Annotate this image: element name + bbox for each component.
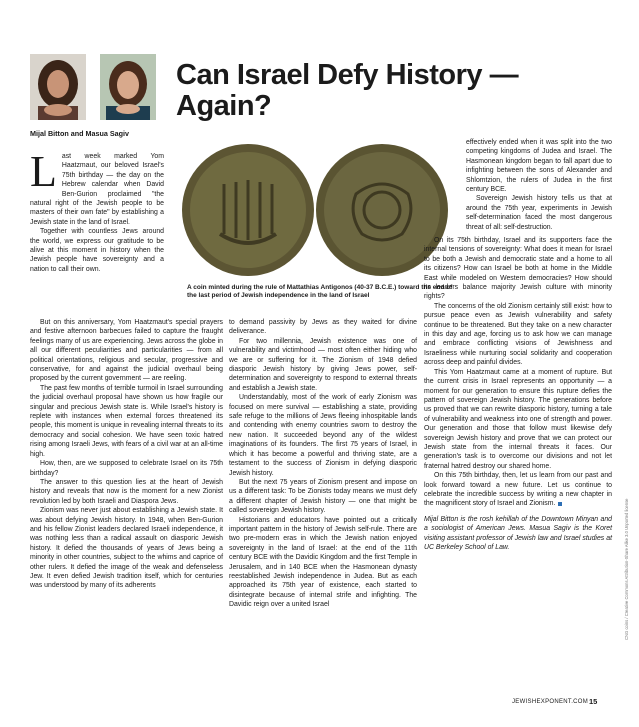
article-paragraph: The answer to this question lies at the heart of Jewish history and reveals that now is the moment for a new Zionist revolution led by both Israeli and Diaspora Jews.	[30, 478, 223, 505]
article-paragraph: to demand passivity by Jews as they waited for divine deliverance.	[229, 319, 417, 336]
article-paragraph: Last week marked Yom Haatzmaut, our beloved Israel's 75th birthday — the day on the Hebrew calendar when David Ben-Gurion proclaimed "the natural right of the Jewish people to be masters of their own fate" by establishing a Jewish state in the land of Israel.	[30, 147, 164, 226]
photo-credit: CNG coins / Creative Commons Attribution-Share Alike 3.0 Unported license	[624, 498, 629, 640]
article-paragraph: But the next 75 years of Zionism present and impose on us a different task: To be Zionists today means we must defy a different chapter of Jewish history — one that might be called sovereign Jewish history.	[229, 478, 417, 515]
footer-url: JEWISHEXPONENT.COM	[512, 699, 589, 705]
article-paragraph: For two millennia, Jewish existence was one of vulnerability and victimhood — most often either hiding who we are or suffering for it. The Zionism of 1948 defied diasporic Jewish history by giving Jews power, self-determination and sovereignty to respond to external threats and establish a Jewish state.	[229, 337, 417, 392]
author-photo-masua-sagiv	[100, 54, 156, 120]
article-column-middle	[229, 318, 417, 610]
article-paragraph: Zionism was never just about establishing a Jewish state. It was about defying Jewish history. In 1948, when Ben-Gurion and his fellow Zionist leaders declared Israeli independence, it was nothing less than a radical assault on diasporic Jewish history. It defied the thousands of years of Jews being a minority in other countries, subject to the whims and caprice of other rulers. It defied the image of the weak and defenseless Jew. It even defied Jewish tradition itself, which for centuries was understood by many of its adherents	[30, 507, 223, 590]
article-paragraph: How, then, are we supposed to celebrate Israel on its 75th birthday?	[30, 460, 223, 477]
photo-caption: A coin minted during the rule of Mattathias Antigonos (40-37 B.C.E.) toward the end of the last period of Jewish independence in the land of Israel	[187, 284, 453, 299]
article-paragraph: On its 75th birthday, Israel and its supporters face the internal tensions of sovereignty: What does it mean for Israel to be both a Jewish and democratic state and a home to all its citizens? How can Israel be both at home in the Middle East while modeled on Western democracies? How should its leaders balance majority Jewish culture with minority rights?	[424, 237, 612, 301]
byline: Mijal Bitton and Masua Sagiv	[30, 129, 130, 138]
article-column-right	[424, 236, 612, 552]
headline: Can Israel Defy History — Again?	[176, 59, 519, 122]
author-bio: Mijal Bitton is the rosh kehillah of the Downtown Minyan and a sociologist of American Jews. Masua Sagiv is the Koret visiting assistant professor of Jewish law and Israel studies at UC Berkeley School of Law.	[424, 515, 612, 551]
article-paragraph: Together with countless Jews around the world, we express our gratitude to be alive at this moment in history when the Jewish people have sovereignty and a nation to call their own.	[30, 228, 164, 273]
page-number: 15	[589, 697, 598, 706]
article-paragraph: This Yom Haatzmaut came at a moment of rupture. But the current crisis in Israel represents an opportunity — a moment for our generation to ensure this rupture defies the pattern of sovereign Jewish history. The generations before us proved that we can rewrite diasporic history, turning a tale of vulnerability and weakness into one of strength and power. Our generation and those that follow must likewise defy sovereign Jewish history and prove that we can protect our Jewish state from the internal threats it faces. Our generation's task is to overcome our divisions and not let fraternal hatred destroy our shared home.	[424, 368, 612, 470]
article-paragraph: Understandably, most of the work of early Zionism was focused on mere survival — establishing a state, providing safe refuge to the millions of Jews fleeing inhospitable lands and contending with enemy countries sworn to destroy the new nation. It succeeded beyond any of the wildest imaginations of its founders. The first 75 years of Israel, in which it has become a powerful and thriving state, are a testament to the success of Zionism in defying diasporic Jewish history.	[229, 394, 417, 477]
author-photo-mijal-bitton	[30, 54, 86, 120]
article-paragraph: The concerns of the old Zionism certainly still exist: how to pursue peace even as Jewish vulnerability and safety continue to be threatened. But they take on a new character in this day and age, forcing us to ask how we can manage and embrace conflicting visions of Jewishness and Israeliness while nurturing social solidarity and cooperation across deep and painful divides.	[424, 302, 612, 367]
article-column-left-lower	[30, 318, 223, 591]
end-mark-icon	[558, 502, 562, 506]
article-paragraph: Sovereign Jewish history tells us that at around the 75th year, experiments in Jewish self-determination faced the most dangerous threat of all: self-destruction.	[466, 195, 612, 231]
coin-image	[176, 134, 454, 284]
article-paragraph: The past few months of terrible turmoil in Israel surrounding the judicial overhaul proposal have shown us how fragile our singular and precious Jewish state is. While Israel's history is replete with instances when external forces threatened its people, this moment is unique in revealing internal threats to its democracy and social cohesion. We have seen toxic hatred rising among Israeli Jews, with fears of a civil war at an all-time high.	[30, 384, 223, 458]
article-column-right-upper	[466, 138, 612, 232]
article-paragraph: On this 75th birthday, then, let us learn from our past and look forward toward a new future. Let us continue to celebrate the incredible success by writing a new chapter in the magnificent story of Israel and Zionism.	[424, 472, 612, 508]
article-column-left	[30, 147, 164, 274]
article-paragraph: But on this anniversary, Yom Haatzmaut's special prayers and festive afternoon barbecues failed to capture the fraught feelings many of us are experiencing. Jews across the globe in all our different peculiarities and particularities — from all political orientations, religious and secular, progressive and conservative, for and against the judicial overhaul being proposed by the current government — are reeling.	[30, 319, 223, 383]
article-paragraph: effectively ended when it was split into the two competing kingdoms of Judea and Israel. The Hasmonean kingdom began to fall apart due to infighting between the sons of Alexander and Shlomtzion, the rulers of Judea in the first century BCE.	[466, 139, 612, 194]
drop-cap: L	[30, 147, 57, 196]
article-paragraph: Historians and educators have pointed out a critically important pattern in the history of Jewish self-rule. There are two pre-modern eras in which the Jewish nation enjoyed sovereignty in the land of Israel: at the end of the 11th century BCE with the Davidic Kingdom and the first Temple in Jerusalem, and in 140 BCE when the Hasmonean dynasty reestablished Jewish independence in Judea. But as each approached its 75th year of existence, each started to disintegrate because of internal strife and infighting. The Davidic reign over a united Israel	[229, 516, 417, 609]
